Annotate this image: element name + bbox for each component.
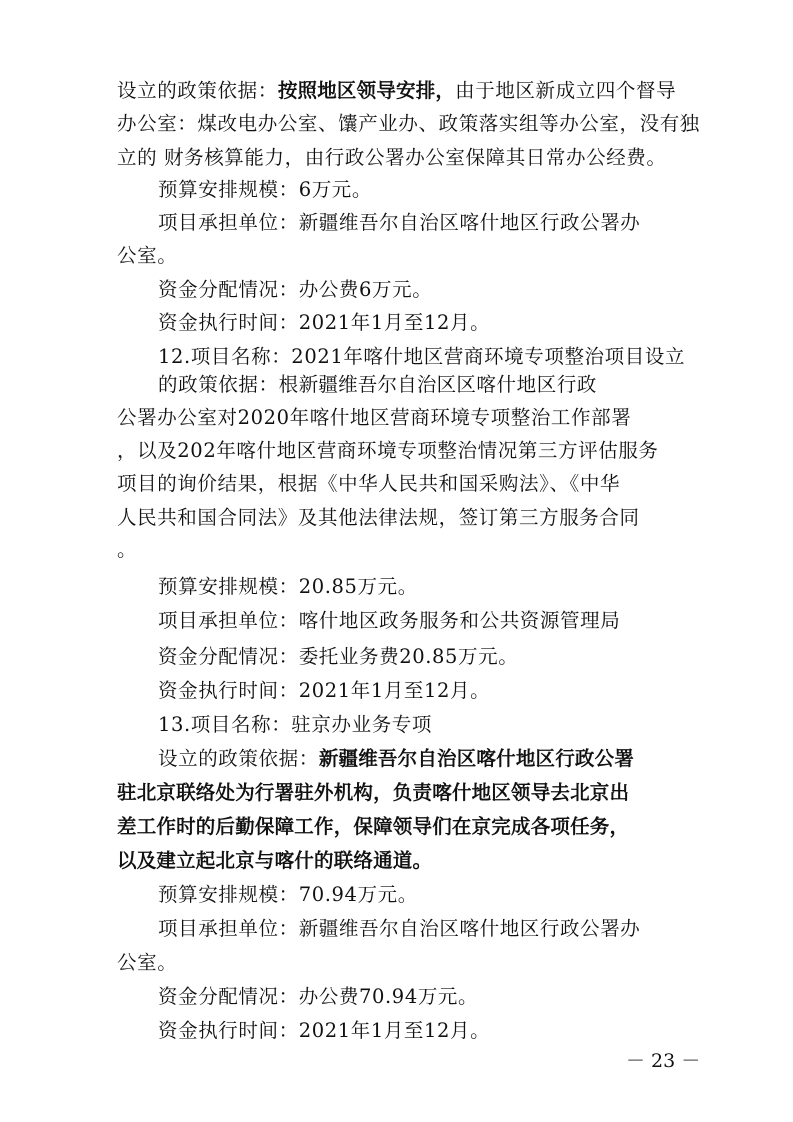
text-line — [158, 676, 748, 706]
text-span: 的政策依据：根 — [158, 373, 299, 396]
text-line — [117, 76, 707, 106]
text-line — [117, 535, 707, 565]
text-line — [117, 109, 707, 139]
text-span: 预算安排规模：6万元。 — [158, 178, 373, 201]
text-line — [117, 403, 707, 433]
text-line — [158, 744, 748, 774]
text-line — [117, 469, 707, 499]
bold-text-span: 差工作时的后勤保障工作，保障领导们在京完成各项任务， — [117, 815, 630, 838]
text-span: 资金分配情况：办公费70.94万元。 — [158, 985, 479, 1008]
text-span: 区喀什地区行政 — [456, 373, 598, 396]
text-line — [117, 241, 707, 271]
text-line — [158, 982, 748, 1012]
text-span: 资金执行时间：2021年1月至12月。 — [158, 311, 491, 334]
text-span: 公署办公室对2020年喀什地区营商环境专项整治工作部署 — [117, 406, 632, 429]
text-span: 由于地区新成立四个督导 — [455, 79, 677, 102]
text-span: 立的 财务核算能力，由行政公署办公室保障其日常办公经费。 — [117, 146, 667, 169]
text-line — [158, 370, 748, 400]
text-span: 预算安排规模：20.85万元。 — [158, 575, 418, 598]
text-span: 人民共和国合同法》及其他法律法规，签订第三方服务合同 — [117, 506, 640, 529]
text-span: 项目承担单位：新疆维吾尔自治区喀什地区行政公署办 — [158, 917, 641, 940]
text-line — [158, 208, 748, 238]
bold-text-span: 驻北京联络处为行署驻外机构，负责喀什地区领导去北京出 — [117, 781, 630, 804]
text-span: 12.项目名称：2021年喀什地区营商环境专项整治项目设立 — [158, 345, 686, 368]
text-line — [158, 308, 748, 338]
sans-text-span: 新疆维吾尔自治区 — [298, 373, 457, 396]
text-span: 。 — [117, 538, 138, 561]
text-line — [158, 1016, 748, 1046]
text-span: 办公室：煤改电办公室、馕产业办、政策落实组等办公室，没有独 — [117, 112, 700, 135]
text-span: 预算安排规模：70.94万元。 — [158, 883, 418, 906]
text-line — [117, 948, 707, 978]
text-line — [158, 175, 748, 205]
bold-text-span: 以及建立起北京与喀什的联络通道。 — [117, 849, 433, 872]
text-line — [158, 342, 748, 372]
text-span: 公室。 — [117, 951, 178, 974]
text-span: 资金分配情况：委托业务费20.85万元。 — [158, 645, 519, 668]
text-line — [158, 710, 748, 740]
text-line — [117, 846, 707, 876]
text-line — [158, 642, 748, 672]
text-span: ，以及202年喀什地区营商环境专项整治情况第三方评估服务 — [117, 439, 659, 462]
text-span: 资金执行时间：2021年1月至12月。 — [158, 679, 491, 702]
text-span: 设立的政策依据： — [117, 79, 278, 102]
text-span: 资金执行时间：2021年1月至12月。 — [158, 1019, 491, 1042]
text-span: 设立的政策依据： — [158, 747, 319, 770]
text-span: 资金分配情况：办公费6万元。 — [158, 278, 433, 301]
text-line — [158, 880, 748, 910]
text-line — [117, 503, 707, 533]
text-line — [158, 572, 748, 602]
text-span: 公室。 — [117, 244, 178, 267]
page-number: － 23 － — [626, 1050, 701, 1072]
text-span: 项目承担单位：喀什地区政务服务和公共资源管理局 — [158, 609, 621, 632]
text-line — [158, 606, 748, 636]
text-line — [117, 812, 707, 842]
text-line — [117, 778, 707, 808]
text-line — [117, 436, 707, 466]
text-line — [158, 275, 748, 305]
bold-text-span: 按照地区领导安排， — [277, 79, 456, 102]
text-line — [158, 914, 748, 944]
text-span: 13.项目名称：驻京办业务专项 — [158, 713, 433, 736]
text-span: 项目承担单位：新疆维吾尔自治区喀什地区行政公署办 — [158, 211, 641, 234]
bold-text-span: 新疆维吾尔自治区喀什地区行政公署 — [318, 747, 635, 770]
text-span: 项目的询价结果，根据《中华人民共和国采购法》、《中华 — [117, 472, 621, 495]
text-line — [117, 143, 707, 173]
